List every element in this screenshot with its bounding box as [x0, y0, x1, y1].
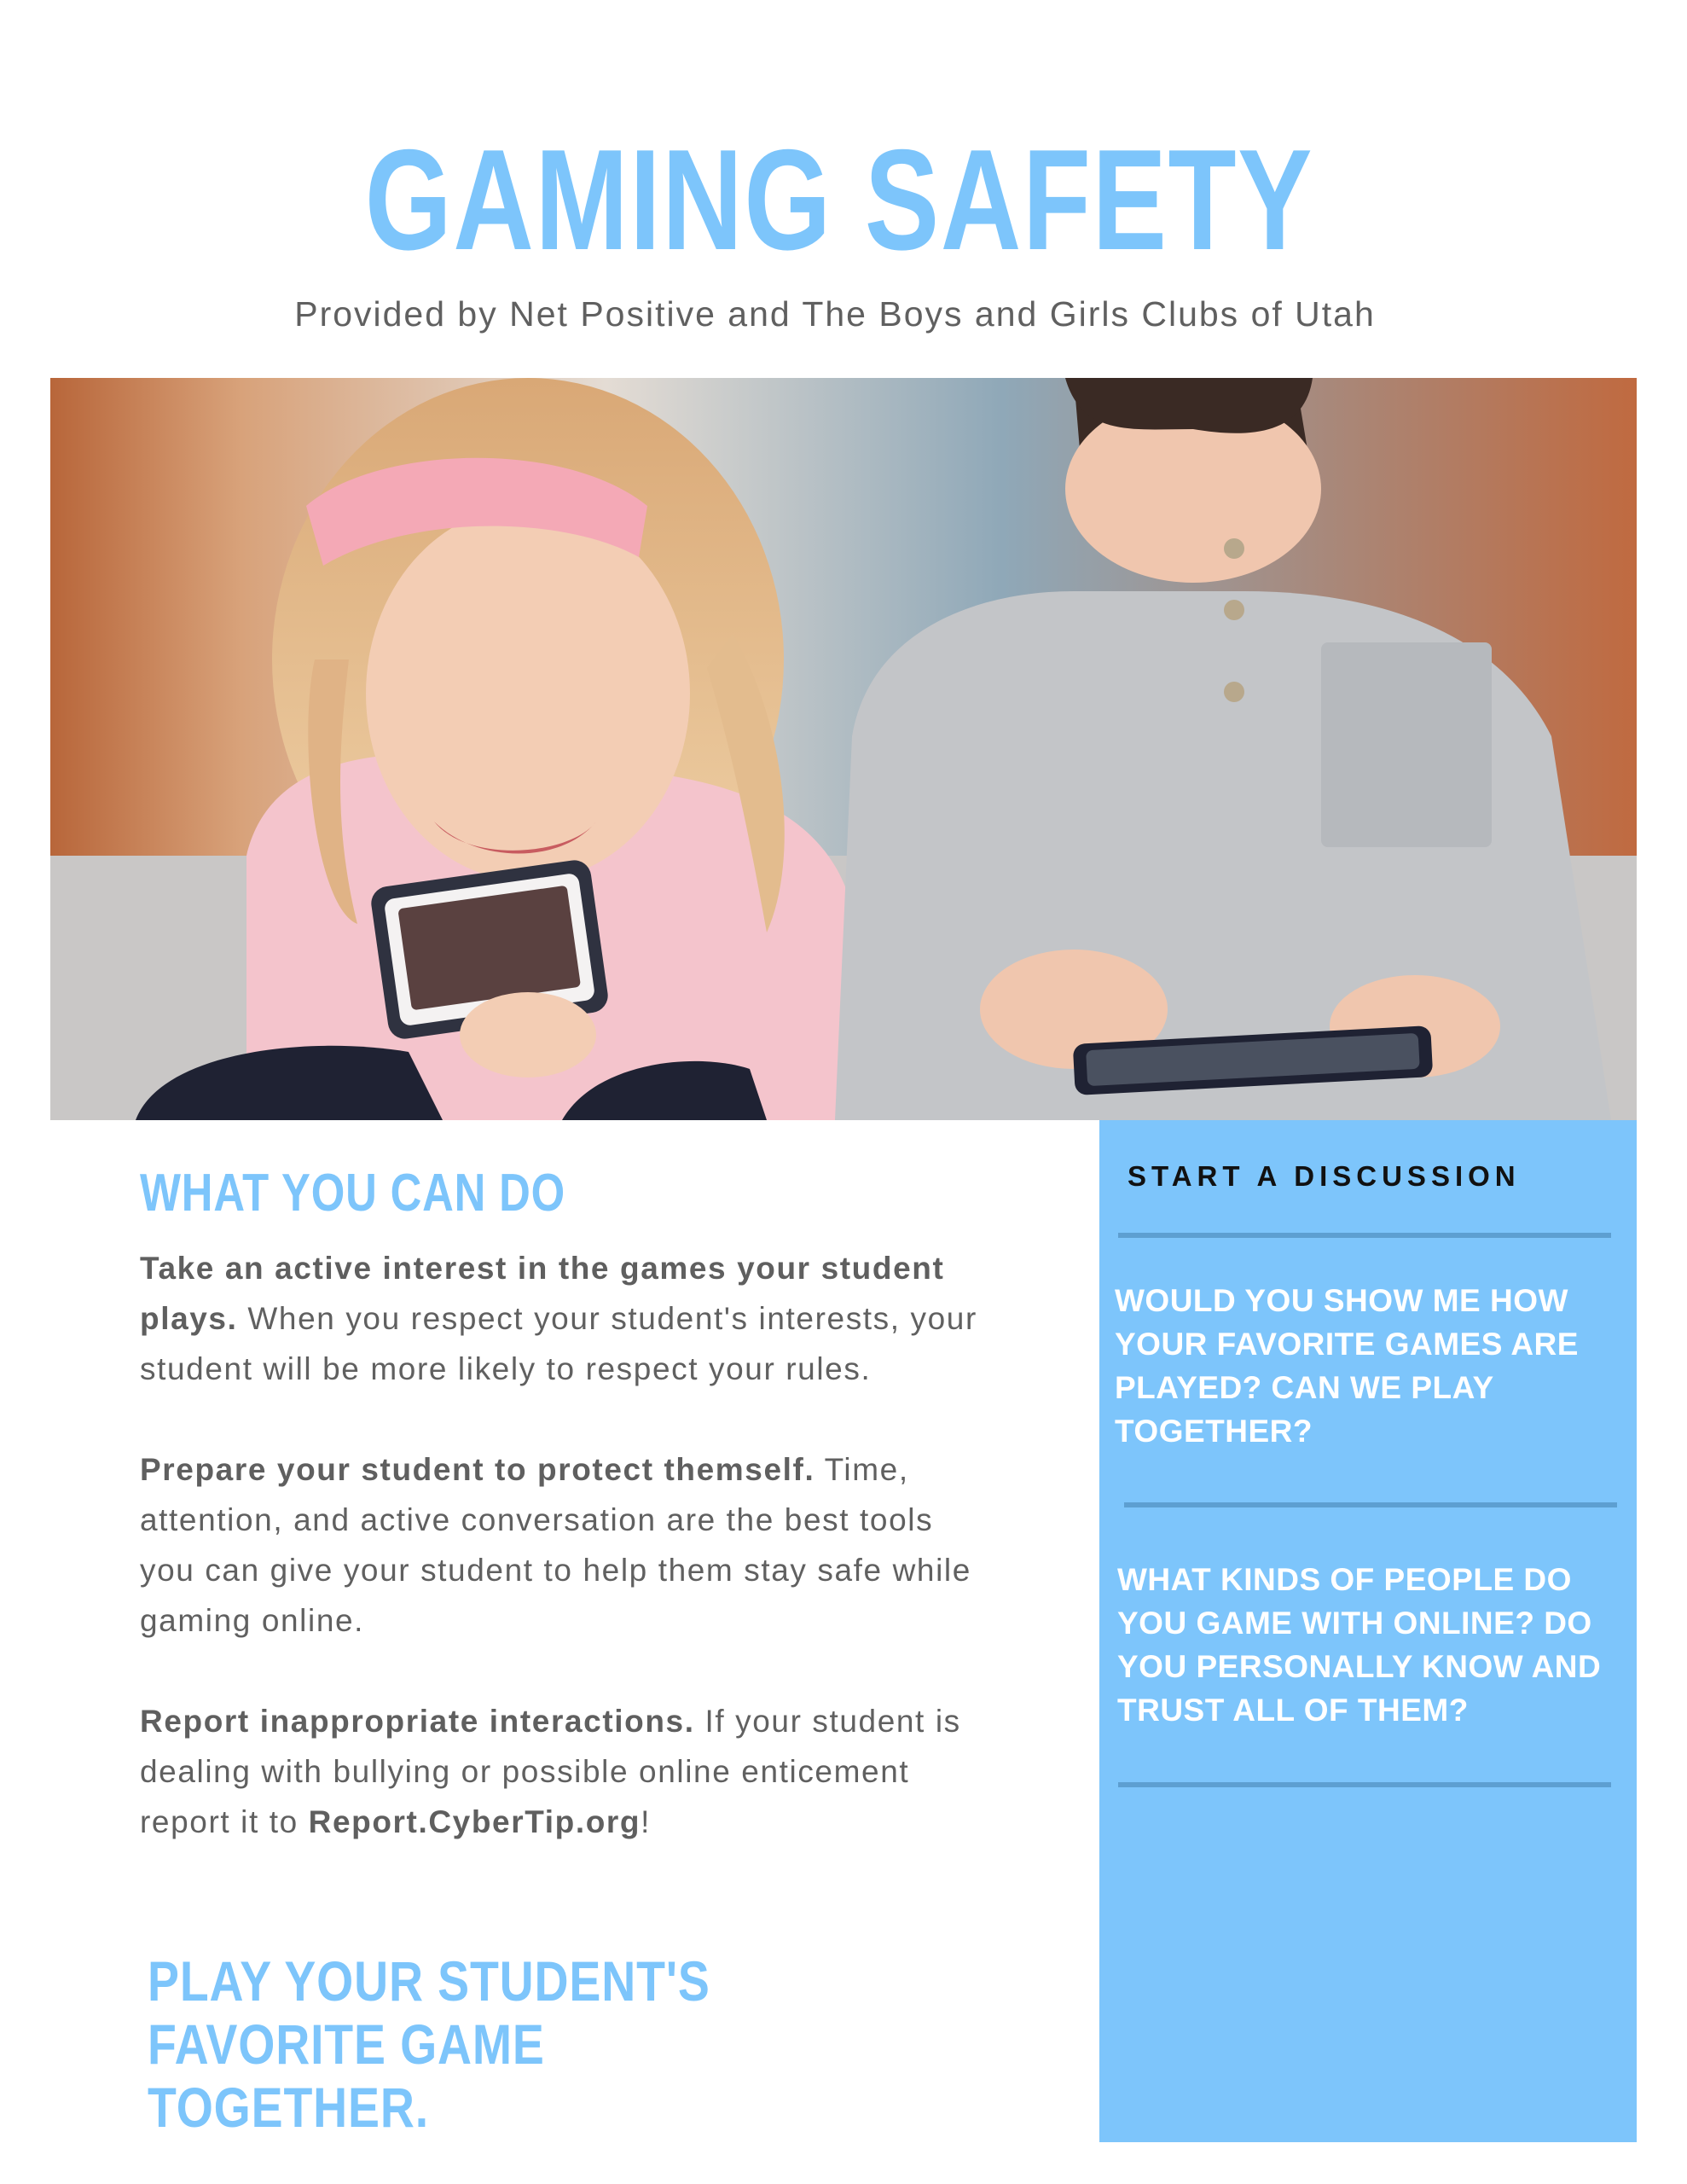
tip-3-after: ! [641, 1804, 652, 1840]
page-subtitle: Provided by Net Positive and The Boys and Girls Clubs of Utah [294, 294, 1376, 334]
tip-paragraph-1 [140, 1243, 993, 1394]
call-to-action: PLAY YOUR STUDENT'S FAVORITE GAME TOGETHER. [148, 1949, 710, 2139]
page-title: GAMING SAFETY [364, 119, 1314, 280]
what-you-can-do-section [140, 1165, 993, 1847]
discussion-question-1: WOULD YOU SHOW ME HOW YOUR FAVORITE GAMES ARE PLAYED? CAN WE PLAY TOGETHER? [1115, 1283, 1579, 1449]
divider [1124, 1502, 1617, 1507]
tip-2-bold: Prepare your student to protect themself. [140, 1452, 815, 1488]
tip-3-bold: Report inappropriate interactions. [140, 1704, 695, 1740]
tip-3-text: If your student is dealing with bullying or possible online enticement report it to [140, 1704, 961, 1840]
divider [1118, 1233, 1611, 1238]
children-with-phones-photo [50, 378, 1637, 1120]
section-heading: WHAT YOU CAN DO [140, 1164, 566, 1223]
divider [1118, 1782, 1611, 1787]
sidebar-heading: START A DISCUSSION [1128, 1160, 1521, 1192]
cybertip-link[interactable]: Report.CyberTip.org [308, 1804, 641, 1840]
discussion-sidebar [1099, 1120, 1637, 2142]
tip-1-text: When you respect your student's interests, your student will be more likely to respect your rules. [140, 1301, 977, 1387]
tip-paragraph-3 [140, 1696, 993, 1847]
tip-2-text: Time, attention, and active conversation are the best tools you can give your student to help them stay safe while gaming online. [140, 1452, 971, 1639]
tip-1-bold: Take an active interest in the games your student plays. [140, 1251, 945, 1337]
discussion-question-2: WHAT KINDS OF PEOPLE DO YOU GAME WITH ONLINE? DO YOU PERSONALLY KNOW AND TRUST ALL OF THEM? [1117, 1562, 1602, 1728]
tip-paragraph-2 [140, 1444, 993, 1646]
